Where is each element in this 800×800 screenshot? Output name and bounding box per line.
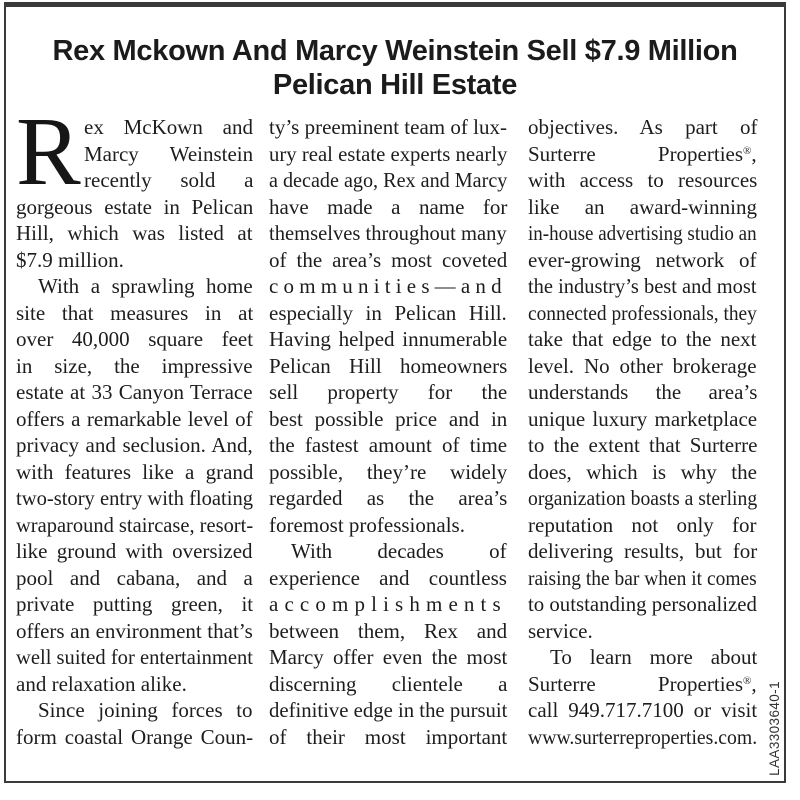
article-line: delivering results, but for: [528, 539, 758, 563]
article-line: recently sold a: [84, 168, 254, 192]
article-line: like ground with oversized: [16, 539, 253, 563]
headline: [6, 34, 784, 102]
headline-line-2: [6, 68, 784, 102]
article-line: best possible price and in: [269, 406, 508, 431]
article-line: Hill, which was listed at: [16, 221, 253, 245]
article-line: in size, the impressive: [16, 353, 253, 378]
article-line: Pelican Hill homeowners: [269, 353, 508, 378]
article-line: service.: [528, 618, 593, 643]
article-column-1: [16, 98, 254, 750]
article-column-3: [528, 114, 757, 750]
article-column-2: [269, 114, 507, 750]
article-line: the fastest amount of time: [269, 433, 508, 457]
article-columns: [16, 98, 758, 750]
article-line: form coastal Orange Coun-: [16, 724, 254, 749]
article-line: Marcy Weinstein: [84, 141, 254, 166]
article-line: communities—and: [269, 274, 507, 298]
article-line: Surterre Properties®,: [528, 671, 757, 696]
article-line: possible, they’re widely: [269, 459, 508, 484]
article-line: well suited for entertainment: [16, 645, 254, 669]
article-line: regarded as the area’s: [269, 486, 508, 510]
article-line: pool and cabana, and a: [16, 565, 253, 590]
article-line: objectives. As part of: [528, 115, 758, 139]
article-line: $7.9 million.: [16, 247, 124, 272]
article-line: have made a name for: [269, 194, 508, 219]
article-line: offers an environment that’s: [16, 618, 253, 643]
ad-id-label: LAA3303640-1: [767, 681, 782, 776]
article-line: of the area’s most coveted: [269, 247, 508, 272]
article-line: level. No other brokerage: [528, 353, 757, 378]
article-line: raising the bar when it comes: [528, 565, 757, 590]
article-line: unique luxury marketplace: [528, 406, 758, 431]
article-line: with access to resources: [528, 168, 758, 192]
article-line: ury real estate experts nearly: [269, 141, 508, 166]
article-line: foremost professionals.: [269, 512, 465, 537]
article-line: two-story entry with floating: [16, 486, 254, 510]
article-line: privacy and seclusion. And,: [16, 433, 253, 457]
article-line: With a sprawling home: [38, 274, 253, 298]
article-line: themselves throughout many: [269, 221, 507, 245]
article-line: accomplishments: [269, 592, 507, 616]
drop-cap-letter: R: [16, 98, 81, 205]
article-line: With decades of: [291, 539, 507, 563]
headline-line-1-text: Rex Mckown And Marcy Weinstein Sell $7.9 Million: [52, 35, 738, 67]
article-line: To learn more about: [550, 645, 758, 669]
article-line: to the extent that Surterre: [528, 433, 758, 457]
article-line: offers a remarkable level of: [16, 406, 253, 431]
article-line: of their most important: [269, 724, 508, 749]
article-line: discerning clientele a: [269, 671, 508, 696]
article-line: estate at 33 Canyon Terrace: [16, 380, 253, 404]
article-line: understands the area’s: [528, 380, 758, 404]
headline-line-1: [6, 34, 784, 68]
article-line: connected professionals, they: [528, 300, 757, 325]
article-line: wraparound staircase, resort-: [16, 512, 254, 537]
article-line: definitive edge in the pursuit: [269, 698, 508, 722]
article-line: over 40,000 square feet: [16, 327, 254, 351]
article-line: www.surterreproperties.com.: [528, 724, 758, 749]
article-line: sell property for the: [269, 380, 508, 404]
article-line: site that measures in at: [16, 300, 254, 325]
article-line: reputation not only for: [528, 512, 757, 537]
article-line: like an award-winning: [528, 194, 757, 219]
article-line: gorgeous estate in Pelican: [16, 194, 254, 219]
headline-line-2-text: Pelican Hill Estate: [272, 69, 518, 101]
article-line: ever-growing network of: [528, 247, 757, 272]
article-line: ex McKown and: [84, 115, 253, 139]
ad-border-box: [4, 2, 786, 783]
article-line: does, which is why the: [528, 459, 757, 484]
article-line: with features like a grand: [16, 459, 254, 484]
article-line: experience and countless: [269, 565, 507, 590]
article-line: and relaxation alike.: [16, 671, 187, 696]
article-line: a decade ago, Rex and Marcy: [269, 168, 508, 192]
article-line: Since joining forces to: [38, 698, 253, 722]
registered-mark: ®: [743, 144, 752, 157]
article-line: in-house advertising studio an: [528, 221, 757, 245]
article-line: especially in Pelican Hill.: [269, 300, 507, 325]
article-line: the industry’s best and most: [528, 274, 757, 298]
article-line: ty’s preeminent team of lux-: [269, 115, 507, 139]
article-line: between them, Rex and: [269, 618, 508, 643]
article-line: take that edge to the next: [528, 327, 757, 351]
article-line: Surterre Properties®,: [528, 141, 757, 166]
article-line: private putting green, it: [16, 592, 254, 616]
article-line: Marcy offer even the most: [269, 645, 508, 669]
article-line: to outstanding personalized: [528, 592, 757, 616]
article-line: organization boasts a sterling: [528, 486, 758, 510]
registered-mark: ®: [743, 674, 752, 687]
article-line: Having helped innumerable: [269, 327, 508, 351]
article-line: call 949.717.7100 or visit: [528, 698, 758, 722]
